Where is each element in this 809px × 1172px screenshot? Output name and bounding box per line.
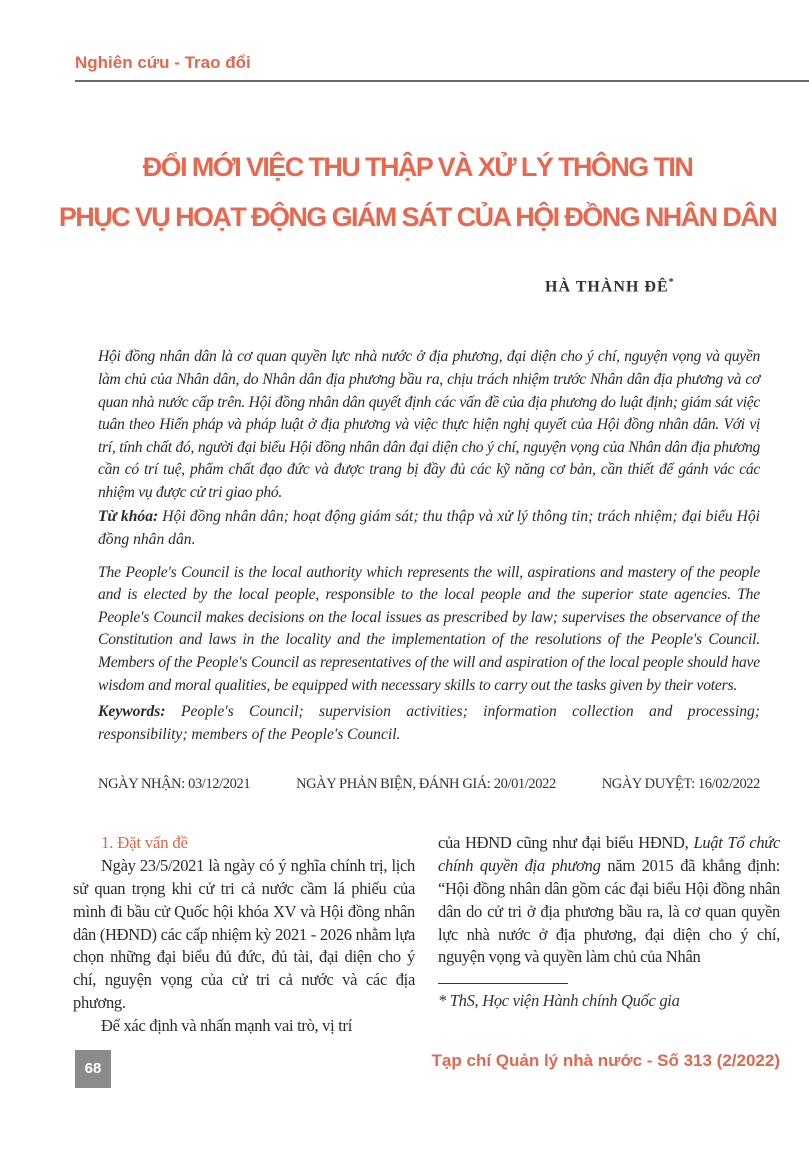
- body-column-right: [438, 832, 780, 1037]
- article-title-line-1: ĐỔI MỚI VIỆC THU THẬP VÀ XỬ LÝ THÔNG TIN: [142, 152, 693, 182]
- page-footer: [75, 1050, 780, 1088]
- article-title-line-2: PHỤC VỤ HOẠT ĐỘNG GIÁM SÁT CỦA HỘI ĐỒNG NHÂN DÂN: [58, 202, 777, 232]
- author-footnote-mark: *: [668, 277, 675, 288]
- journal-footer: Tạp chí Quản lý nhà nước - Số 313 (2/2022): [431, 1050, 780, 1070]
- abstract-english: The People's Council is the local authority which represents the will, aspirations and mastery of the people and is elected by the local people, responsible to the local people and the superior state agencies. The People's Council makes decisions on the local issues as prescribed by law; supervises the observance of the Constitution and laws in the locality and the implementation of the resolutions of the People's Council. Members of the People's Council as representatives of the will and aspiration of the local people should have wisdom and moral qualities, be equipped with necessary skills to carry out the tasks given by their voters.: [98, 563, 760, 694]
- section-header: Nghiên cứu - Trao đổi: [75, 53, 251, 72]
- abstracts: [98, 346, 760, 746]
- body-columns: [73, 832, 780, 1037]
- keywords-label: Keywords:: [98, 703, 166, 721]
- date-received: NGÀY NHẬN: 03/12/2021: [98, 776, 251, 793]
- law-title: Luật Tổ chức chính quyền địa phương: [438, 833, 781, 876]
- footnote-divider: [438, 983, 568, 984]
- author-name: HÀ THÀNH ĐÊ: [545, 278, 669, 296]
- page-number: 68: [75, 1050, 111, 1088]
- footnote: * ThS, Học viện Hành chính Quốc gia: [438, 991, 680, 1011]
- section-heading: 1. Đặt vấn đề: [101, 833, 188, 853]
- body-text: năm 2015 đã khẳng định: “Hội đồng nhân dân gồm các đại biểu Hội đồng nhân dân do cử tri ở địa phương bầu ra, là cơ quan quyền lực nhà nước ở địa phương, đại diện cho ý chí, nguyện vọng và quyền làm chủ của Nhân: [438, 856, 780, 967]
- keywords-text: People's Council; supervision activities; information collection and processing; responsibility; members of the People's Council.: [98, 703, 760, 743]
- body-paragraph: Để xác định và nhấn mạnh vai trò, vị trí: [101, 1015, 353, 1035]
- header-divider: [75, 80, 809, 82]
- keywords-english: [98, 701, 760, 746]
- body-column-left: [73, 832, 415, 1037]
- article-title: [55, 142, 780, 242]
- date-reviewed: NGÀY PHẢN BIỆN, ĐÁNH GIÁ: 20/01/2022: [296, 776, 556, 793]
- date-approved: NGÀY DUYỆT: 16/02/2022: [601, 776, 760, 793]
- abstract-vietnamese: Hội đồng nhân dân là cơ quan quyền lực nhà nước ở địa phương, đại diện cho ý chí, nguyện vọng và quyền làm chủ của Nhân dân, do Nhân dân địa phương bầu ra, chịu trách nhiệm trước Nhân dân địa phương và cơ quan nhà nước cấp trên. Hội đồng nhân dân quyết định các vấn đề của địa phương do luật định; giám sát việc tuân theo Hiến pháp và pháp luật ở địa phương và việc thực hiện nghị quyết của Hội đồng nhân dân. Với vị trí, tính chất đó, người đại biểu Hội đồng nhân dân đại diện cho ý chí, nguyện vọng của Nhân dân địa phương cần có trí tuệ, phẩm chất đạo đức và được trang bị đầy đủ các kỹ năng cơ bản, cần thiết để gánh vác các nhiệm vụ được cử tri giao phó.: [98, 348, 760, 501]
- article-dates: [98, 774, 760, 794]
- body-paragraph: [438, 832, 780, 969]
- keywords-text: Hội đồng nhân dân; hoạt động giám sát; thu thập và xử lý thông tin; trách nhiệm; đại biểu Hội đồng nhân dân.: [98, 508, 760, 549]
- author: [545, 272, 780, 298]
- keywords-vietnamese: [98, 506, 760, 551]
- body-text: của HĐND cũng như đại biểu HĐND,: [438, 833, 694, 853]
- keywords-label: Từ khóa:: [98, 508, 159, 526]
- body-paragraph: Ngày 23/5/2021 là ngày có ý nghĩa chính trị, lịch sử quan trọng khi cử tri cả nước cầm lá phiếu của mình đi bầu cử Quốc hội khóa XV và Hội đồng nhân dân (HĐND) các cấp nhiệm kỳ 2021 - 2026 nhằm lựa chọn những đại biểu đủ đức, đủ tài, đại diện cho ý chí, nguyện vọng của cử tri cả nước và các địa phương.: [73, 856, 415, 1012]
